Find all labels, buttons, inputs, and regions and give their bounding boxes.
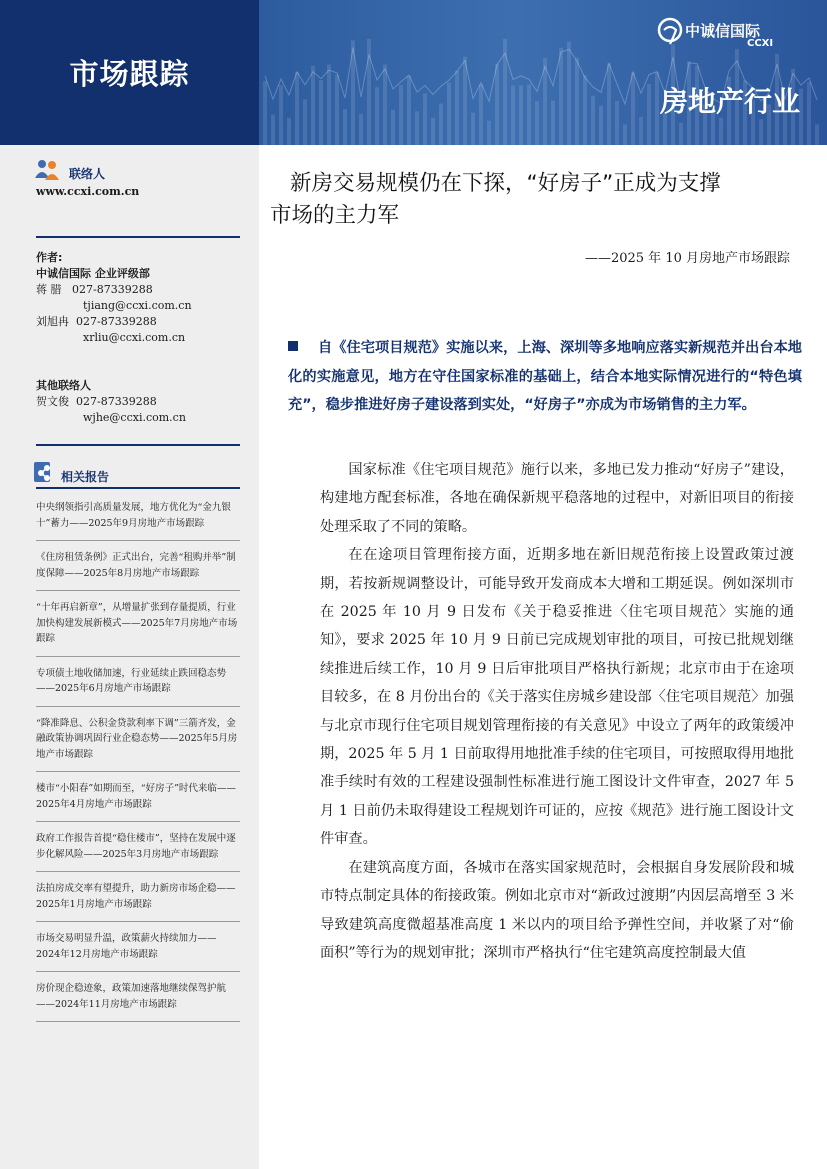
related-report-link[interactable]: “降准降息、公积金贷款利率下调”三箭齐发，金融政策协调巩固行业企稳态势——2025年5月房地产市场跟踪 — [36, 713, 240, 773]
related-reports-list — [36, 497, 240, 1028]
related-report-link[interactable]: 楼市“小阳春”如期而至，“好房子”时代来临——2025年4月房地产市场跟踪 — [36, 778, 240, 822]
contact-phone: 027-87339288 — [76, 395, 157, 408]
related-report-link[interactable]: 市场交易明显升温，政策薪火持续加力——2024年12月房地产市场跟踪 — [36, 928, 240, 972]
related-report-link[interactable]: 房价现企稳迹象，政策加速落地继续保驾护航——2024年11月房地产市场跟踪 — [36, 978, 240, 1022]
sidebar-divider — [36, 487, 240, 489]
author-row — [36, 314, 192, 330]
report-title-line2: 市场的主力军 — [270, 203, 400, 228]
author-email[interactable]: tjiang@ccxi.com.cn — [83, 299, 192, 312]
authors-block — [36, 250, 192, 346]
body-paragraph: 在在途项目管理衔接方面，近期多地在新旧规范衔接上设置政策过渡期，若按新规调整设计，可能导致开发商成本大增和工期延误。例如深圳市在 2025 年 10 月 9 日发布《关于稳妥推进〈住宅项目规范〉实施的通知》，要求 2025 年 10 月 9 日前已完成规划审批的项目，可按已批规划继续推进后续工作，10 月 9 日后审批项目严格执行新规；北京市由于在途项目较多，在 8 月份出台的《关于落实住房城乡建设部〈住宅项目规范〉加强与北京市现行住宅项目规划管理衔接的有关意见》中设立了两年的政策缓冲期，2025 年 5 月 1 日前取得用地批准手续的住宅项目，可按照取得用地批准手续时有效的工程建设强制性标准进行施工图设计文件审查，2027 年 5 月 1 日前仍未取得建设工程规划许可证的，应按《规范》进行施工图设计文件审查。 — [320, 547, 794, 848]
report-subtitle: ——2025 年 10 月房地产市场跟踪 — [584, 251, 790, 266]
org-line: 中诚信国际 企业评级部 — [36, 267, 150, 280]
logo-text-cn: 中诚信国际 — [685, 22, 761, 40]
header-section-panel — [0, 0, 259, 145]
people-icon — [33, 158, 61, 182]
website-link[interactable]: www.ccxi.com.cn — [36, 185, 140, 198]
body-paragraph: 国家标准《住宅项目规范》施行以来，多地已发力推动“好房子”建设，构建地方配套标准，各地在确保新规平稳落地的过程中，对新旧项目的衔接处理采取了不同的策略。 — [320, 462, 794, 535]
key-point-text: 自《住宅项目规范》实施以来，上海、深圳等多地响应落实新规范并出台本地化的实施意见，地方在守住国家标准的基础上，结合本地实际情况进行的“特色填充”，稳步推进好房子建设落到实处，“好房子”亦成为市场销售的主力军。 — [288, 340, 802, 413]
contact-email[interactable]: wjhe@ccxi.com.cn — [83, 411, 186, 424]
key-point — [288, 334, 802, 420]
other-contacts-heading: 其他联络人 — [36, 379, 91, 392]
author-name: 刘旭冉 — [36, 315, 69, 328]
section-label: 市场跟踪 — [69, 57, 190, 91]
author-phone: 027-87339288 — [72, 283, 153, 296]
company-logo — [655, 16, 785, 52]
sidebar-divider — [36, 236, 240, 238]
related-report-link[interactable]: 法拍房成交率有望提升，助力新房市场企稳——2025年1月房地产市场跟踪 — [36, 878, 240, 922]
related-report-link[interactable]: 专项债土地收储加速，行业延续止跌回稳态势——2025年6月房地产市场跟踪 — [36, 663, 240, 707]
related-report-link[interactable]: 政府工作报告首提“稳住楼市”，坚持在发展中逐步化解风险——2025年3月房地产市场跟踪 — [36, 828, 240, 872]
report-title — [270, 168, 815, 232]
author-phone: 027-87339288 — [76, 315, 157, 328]
other-contacts-block — [36, 378, 186, 426]
related-reports-label: 相关报告 — [61, 470, 110, 484]
elephant-logo-icon — [655, 16, 685, 50]
body-text — [320, 456, 794, 967]
author-email[interactable]: xrliu@ccxi.com.cn — [83, 331, 186, 344]
contact-name: 贺文俊 — [36, 395, 69, 408]
logo-text-en: CCXI — [747, 38, 774, 49]
industry-label: 房地产行业 — [659, 85, 800, 118]
contact-label: 联络人 — [69, 167, 106, 181]
related-report-link[interactable]: 中央纲领指引高质量发展，地方优化为“金九银十”蓄力——2025年9月房地产市场跟踪 — [36, 497, 240, 541]
author-row — [36, 282, 192, 298]
bullet-square-icon — [288, 341, 298, 351]
share-icon — [33, 460, 57, 484]
related-report-link[interactable]: “十年再启新章”，从增量扩张到存量提质，行业加快构建发展新模式——2025年7月房地产市场跟踪 — [36, 597, 240, 657]
report-title-line1: 新房交易规模仍在下探，“好房子”正成为支撑 — [290, 171, 721, 196]
related-report-link[interactable]: 《住房租赁条例》正式出台，完善“租购并举”制度保障——2025年8月房地产市场跟踪 — [36, 547, 240, 591]
author-name: 蒋 腊 — [36, 283, 62, 296]
authors-heading: 作者: — [36, 251, 63, 264]
sidebar-divider — [36, 444, 240, 446]
body-paragraph: 在建筑高度方面，各城市在落实国家规范时，会根据自身发展阶段和城市特点制定具体的衔接政策。例如北京市对“新政过渡期”内因层高增至 3 米导致建筑高度微超基准高度 1 米以内的项目给予弹性空间，并收紧了对“偷面积”等行为的规划审批；深圳市严格执行“住宅建筑高度控制最大值 — [320, 859, 794, 961]
contact-row — [36, 394, 186, 410]
